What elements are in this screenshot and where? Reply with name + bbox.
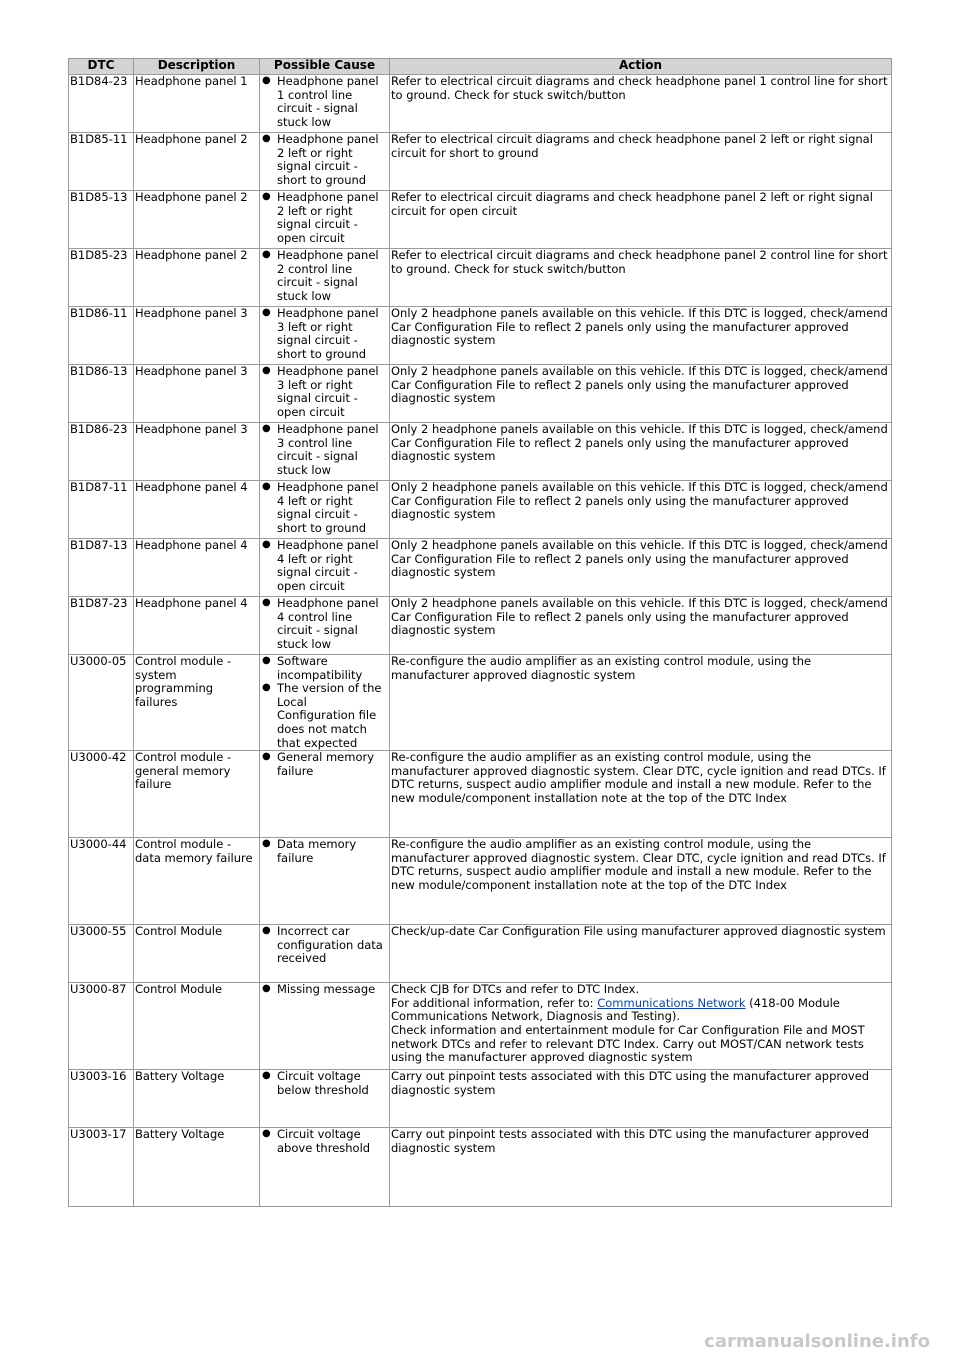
action: Re-configure the audio amplifier as an existing control module, using the manufacturer approved diagnostic system. Clear DTC, cycle ignition and read DTCs. If DTC returns, suspect audio amplifier module and install a new module. Refer to the new module/component installation note at the top of the DTC Index [390,751,892,838]
description: Control module - general memory failure [134,751,260,838]
description: Control Module [134,925,260,983]
possible-cause [260,983,390,1070]
possible-cause [260,838,390,925]
cause-item: ● Missing message [277,983,388,997]
possible-cause [260,751,390,838]
description: Headphone panel 2 [134,133,260,191]
table-row [69,597,892,655]
possible-cause [260,1128,390,1207]
possible-cause [260,249,390,307]
action: Check/up-date Car Configuration File using manufacturer approved diagnostic system [390,925,892,983]
action: Refer to electrical circuit diagrams and check headphone panel 1 control line for short to ground. Check for stuck switch/button [390,75,892,133]
possible-cause [260,75,390,133]
description: Control module - data memory failure [134,838,260,925]
dtc-table [68,58,892,1207]
header-action: Action [390,59,892,75]
action-line: For additional information, refer to: [391,995,598,1010]
table-row [69,423,892,481]
table-row [69,1128,892,1207]
table-row [69,191,892,249]
possible-cause [260,365,390,423]
footer-watermark: carmanualsonline.info [704,1331,930,1352]
action: Only 2 headphone panels available on this vehicle. If this DTC is logged, check/amend Car Configuration File to reflect 2 panels only using the manufacturer approved diagnostic system [390,307,892,365]
action: Only 2 headphone panels available on this vehicle. If this DTC is logged, check/amend Car Configuration File to reflect 2 panels only using the manufacturer approved diagnostic system [390,365,892,423]
dtc-code: U3000-55 [69,925,134,983]
possible-cause [260,307,390,365]
table-row [69,751,892,838]
description: Headphone panel 3 [134,423,260,481]
cause-item: ● Headphone panel 4 control line circuit - signal stuck low [277,597,388,651]
cause-item: ● Headphone panel 4 left or right signal circuit - short to ground [277,481,388,535]
header-row [69,59,892,75]
cause-item: ● Headphone panel 3 left or right signal circuit - short to ground [277,307,388,361]
description: Control Module [134,983,260,1070]
description: Headphone panel 4 [134,481,260,539]
action: Carry out pinpoint tests associated with this DTC using the manufacturer approved diagnostic system [390,1128,892,1207]
dtc-code: U3000-87 [69,983,134,1070]
cause-item: ● Headphone panel 4 left or right signal circuit - open circuit [277,539,388,593]
action: Only 2 headphone panels available on this vehicle. If this DTC is logged, check/amend Car Configuration File to reflect 2 panels only using the manufacturer approved diagnostic system [390,481,892,539]
description: Battery Voltage [134,1070,260,1128]
description: Headphone panel 4 [134,597,260,655]
cause-item: ● Headphone panel 3 left or right signal circuit - open circuit [277,365,388,419]
description: Headphone panel 2 [134,249,260,307]
possible-cause [260,925,390,983]
cause-item: ● Headphone panel 3 control line circuit - signal stuck low [277,423,388,477]
table-row [69,838,892,925]
possible-cause [260,1070,390,1128]
table-row [69,539,892,597]
table-row [69,925,892,983]
action: Only 2 headphone panels available on this vehicle. If this DTC is logged, check/amend Car Configuration File to reflect 2 panels only using the manufacturer approved diagnostic system [390,423,892,481]
table-row [69,133,892,191]
table-row [69,1070,892,1128]
dtc-code: B1D84-23 [69,75,134,133]
cause-item: ● Headphone panel 1 control line circuit - signal stuck low [277,75,388,129]
action: Only 2 headphone panels available on this vehicle. If this DTC is logged, check/amend Car Configuration File to reflect 2 panels only using the manufacturer approved diagnostic system [390,539,892,597]
dtc-code: B1D85-23 [69,249,134,307]
dtc-code: B1D87-13 [69,539,134,597]
possible-cause [260,423,390,481]
cause-item: ● General memory failure [277,751,388,778]
action-line: (418-00 Module Communications Network, Diagnosis and Testing). [391,995,840,1024]
possible-cause [260,597,390,655]
possible-cause [260,481,390,539]
possible-cause [260,539,390,597]
dtc-code: B1D85-13 [69,191,134,249]
action: Carry out pinpoint tests associated with this DTC using the manufacturer approved diagnostic system [390,1070,892,1128]
dtc-code: B1D86-13 [69,365,134,423]
cause-item: ● Headphone panel 2 control line circuit - signal stuck low [277,249,388,303]
dtc-code: B1D86-23 [69,423,134,481]
header-description: Description [134,59,260,75]
action [390,983,892,1070]
table-row [69,655,892,751]
table-row [69,481,892,539]
cause-item: ● Software incompatibility [277,655,388,682]
cause-item: ● Circuit voltage below threshold [277,1070,388,1097]
header-cause: Possible Cause [260,59,390,75]
action: Refer to electrical circuit diagrams and check headphone panel 2 control line for short to ground. Check for stuck switch/button [390,249,892,307]
possible-cause [260,191,390,249]
dtc-code: B1D85-11 [69,133,134,191]
table-row [69,307,892,365]
cause-item: ● The version of the Local Configuration file does not match that expected [277,682,388,750]
action: Re-configure the audio amplifier as an existing control module, using the manufacturer approved diagnostic system [390,655,892,751]
dtc-code: U3003-16 [69,1070,134,1128]
description: Battery Voltage [134,1128,260,1207]
description: Headphone panel 1 [134,75,260,133]
description: Headphone panel 3 [134,307,260,365]
possible-cause [260,133,390,191]
table-row [69,983,892,1070]
action-line: Check information and entertainment module for Car Configuration File and MOST network DTCs and refer to relevant DTC Index. Carry out MOST/CAN network tests using the manufacturer approved diagnostic system [391,1022,865,1065]
cause-item: ● Circuit voltage above threshold [277,1128,388,1155]
action-line: Check CJB for DTCs and refer to DTC Index. [391,982,640,997]
cause-item: ● Headphone panel 2 left or right signal circuit - open circuit [277,191,388,245]
table-row [69,365,892,423]
action: Refer to electrical circuit diagrams and check headphone panel 2 left or right signal circuit for short to ground [390,133,892,191]
dtc-code: U3000-44 [69,838,134,925]
cause-item: ● Data memory failure [277,838,388,865]
dtc-code: B1D87-23 [69,597,134,655]
communications-network-link[interactable]: Communications Network [597,995,746,1010]
action: Only 2 headphone panels available on this vehicle. If this DTC is logged, check/amend Car Configuration File to reflect 2 panels only using the manufacturer approved diagnostic system [390,597,892,655]
table-row [69,75,892,133]
description: Control module - system programming failures [134,655,260,751]
action: Re-configure the audio amplifier as an existing control module, using the manufacturer approved diagnostic system. Clear DTC, cycle ignition and read DTCs. If DTC returns, suspect audio amplifier module and install a new module. Refer to the new module/component installation note at the top of the DTC Index [390,838,892,925]
dtc-code: B1D87-11 [69,481,134,539]
possible-cause [260,655,390,751]
description: Headphone panel 2 [134,191,260,249]
dtc-code: U3003-17 [69,1128,134,1207]
cause-item: ● Headphone panel 2 left or right signal circuit - short to ground [277,133,388,187]
table-row [69,249,892,307]
header-dtc: DTC [69,59,134,75]
dtc-code: U3000-42 [69,751,134,838]
cause-item: ● Incorrect car configuration data received [277,925,388,966]
dtc-code: U3000-05 [69,655,134,751]
description: Headphone panel 4 [134,539,260,597]
dtc-code: B1D86-11 [69,307,134,365]
description: Headphone panel 3 [134,365,260,423]
action: Refer to electrical circuit diagrams and check headphone panel 2 left or right signal circuit for open circuit [390,191,892,249]
